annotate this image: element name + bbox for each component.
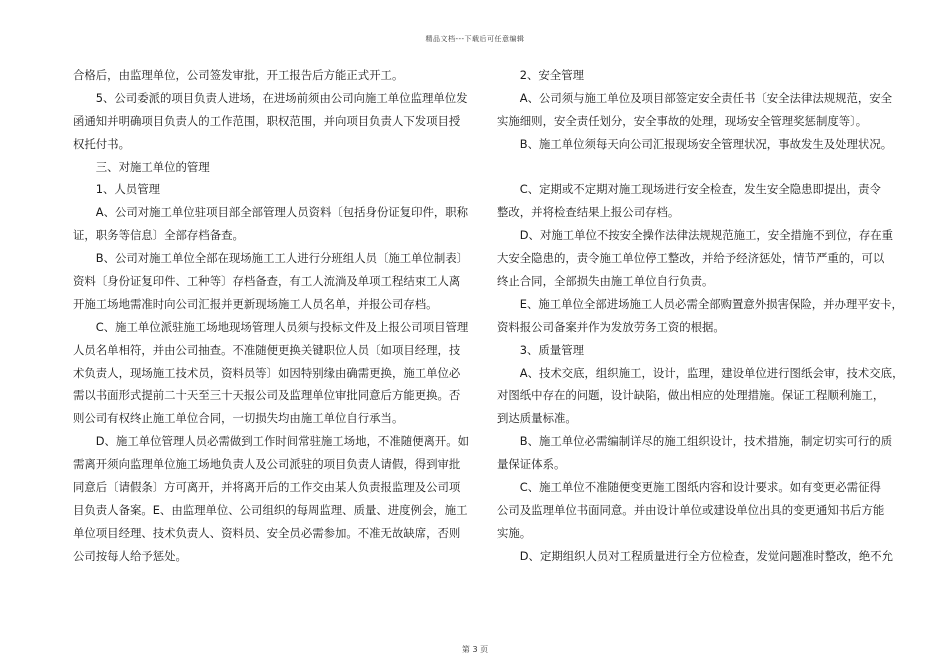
text-line: 人员名单相符，并由公司抽查。不准随便更换关键职位人员〔如项目经理，技 (73, 342, 461, 357)
text-line: 大安全隐患的，责令施工单位停工整改，并给予经济惩处，情节严重的，可以 (497, 251, 885, 266)
text-line: 5、公司委派的项目负责人进场，在进场前须由公司向施工单位监理单位发 (73, 90, 468, 105)
text-line: 开施工场地需准时向公司汇报并更新现场施工人员名单，并报公司存档。 (73, 296, 438, 311)
right-column (497, 64, 904, 568)
text-line: C、定期或不定期对施工现场进行安全检查，发生安全隐患即提出，责令 (497, 182, 881, 197)
text-line: 实施。 (497, 525, 532, 540)
left-column (73, 64, 483, 568)
text-line: 终止合同，全部损失由施工单位自行负责。 (497, 274, 714, 289)
text-line: 同意后〔请假条〕方可离开，并将离开后的工作交由某人负责报监理及公司项 (73, 480, 461, 495)
text-line: 到达质量标准。 (497, 411, 577, 426)
page-number: 第 3 页 (461, 645, 489, 654)
text-line: 合格后，由监理单位，公司签发审批，开工报告后方能正式开工。 (73, 68, 404, 82)
text-line: 资料报公司备案并作为发放劳务工资的根据。 (497, 319, 725, 334)
text-line: A、技术交底，组织施工，设计，监理，建设单位进行图纸会审，技术交底， (497, 365, 904, 380)
text-line: B、施工单位必需编制详尽的施工组织设计，技术措施，制定切实可行的质 (497, 434, 893, 449)
text-line: 目负责人备案。E、由监理单位、公司组织的每周监理、质量、进度例会，施工 (73, 502, 468, 517)
text-line: 需离开须向监理单位施工场地负责人及公司派驻的项目负责人请假，得到审批 (73, 457, 461, 472)
text-line: 对图纸中存在的问题，设计缺陷，做出相应的处理措施。保证工程顺利施工， (497, 388, 885, 403)
text-line: B、施工单位须每天向公司汇报现场安全管理状况，事故发生及处理状况。 (497, 136, 893, 151)
subsection-heading: 2、安全管理 (497, 68, 584, 82)
text-line: 公司及监理单位书面同意。并由设计单位或建设单位出具的变更通知书后方能 (497, 502, 885, 517)
text-line: 权托付书。 (73, 136, 130, 151)
text-line: 证，职务等信息〕全部存档备查。 (73, 228, 244, 243)
text-line: D、定期组织人员对工程质量进行全方位检查，发觉问题准时整改，绝不允 (497, 548, 894, 563)
text-line: 术负责人，现场施工技术员，资料员等〕如因特别缘由确需更换，施工单位必 (73, 365, 461, 380)
text-line: D、对施工单位不按安全操作法律法规规范施工，安全措施不到位，存在重 (497, 228, 894, 243)
section-heading: 三、对施工单位的管理 (73, 159, 210, 174)
text-line: C、施工单位派驻施工场地现场管理人员须与投标文件及上报公司项目管理 (73, 319, 469, 334)
text-line: 函通知并明确项目负责人的工作范围，职权范围，并向项目负责人下发项目授 (73, 113, 461, 128)
subsection-heading: 1、人员管理 (73, 182, 160, 197)
text-line: 实施细则，安全责任划分，安全事故的处理，现场安全管理奖惩制度等〕。 (497, 113, 868, 128)
text-line: 量保证体系。 (497, 457, 566, 472)
subsection-heading: 3、质量管理 (497, 342, 584, 357)
text-line: 公司按每人给予惩处。 (73, 548, 187, 563)
page-header: 精品文档---下载后可任意编辑 (425, 35, 525, 43)
text-line: D、施工单位管理人员必需做到工作时间常驻施工场地，不准随便离开。如 (73, 434, 470, 449)
text-line: 单位项目经理、技术负责人、资料员、安全员必需参加。不准无故缺席，否则 (73, 525, 461, 540)
text-line: A、公司须与施工单位及项目部签定安全责任书〔安全法律法规规范，安全 (497, 90, 893, 105)
text-line: 整改，并将检查结果上报公司存档。 (497, 205, 680, 220)
text-line: 需以书面形式提前二十天至三十天报公司及监理单位审批同意后方能更换。否 (73, 388, 461, 403)
text-line: C、施工单位不准随便变更施工图纸内容和设计要求。如有变更必需征得 (497, 480, 881, 495)
text-line: A、公司对施工单位驻项目部全部管理人员资料〔包括身份证复印件，职称 (73, 205, 469, 220)
text-line: B、公司对施工单位全部在现场施工工人进行分班组人员〔施工单位制表〕 (73, 251, 469, 266)
text-line: 则公司有权终止施工单位合同，一切损失均由施工单位自行承当。 (73, 411, 404, 426)
text-line: E、施工单位全部进场施工人员必需全部购置意外损害保险，并办理平安卡， (497, 296, 903, 311)
text-line: 资料〔身份证复印件、工种等〕存档备查，有工人流淌及单项工程结束工人离 (73, 274, 461, 289)
blank-line (497, 156, 887, 179)
